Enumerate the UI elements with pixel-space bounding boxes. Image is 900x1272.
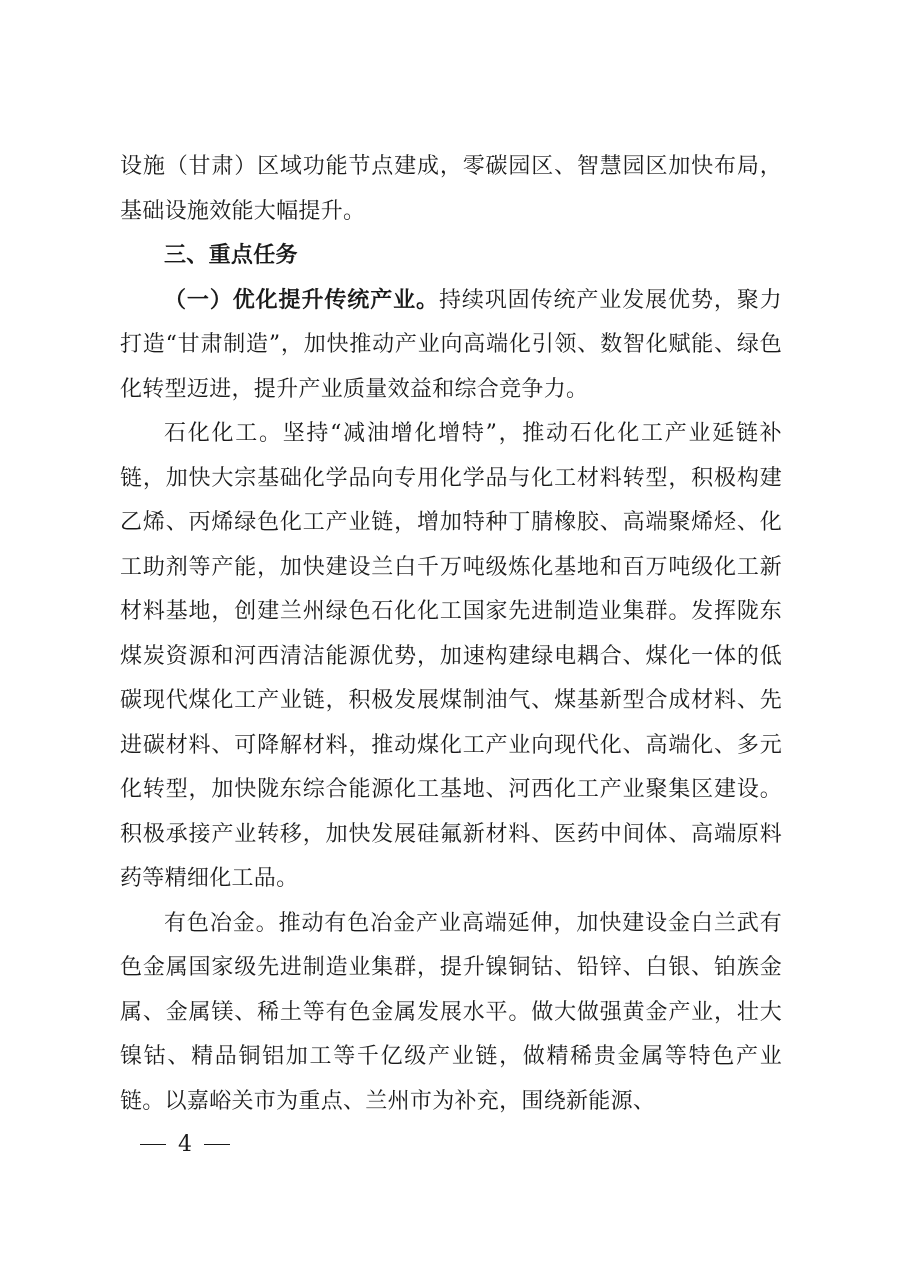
paragraph-nonferrous-metallurgy: 有色冶金。推动有色冶金产业高端延伸，加快建设金白兰武有色金属国家级先进制造业集群，提升镍铜钴、铅锌、白银、铂族金属、金属镁、稀土等有色金属发展水平。做大做强黄金产业，壮大镍钴、精品铜铝加工等千亿级产业链，做精稀贵金属等特色产业链。以嘉峪关市为重点、兰州市为补充，围绕新能源、 <box>120 910 782 1114</box>
footer-dash-left <box>140 1144 166 1145</box>
paragraph-lead-title: （一）优化提升传统产业。 <box>164 287 439 313</box>
paragraph-text: 持续巩固传统产业发展优势，聚力打造“甘肃制造”，加快推动产业向高端化引领、数智化赋能、绿色化转型迈进，提升产业质量效益和综合竞争力。 <box>120 287 782 402</box>
document-body <box>120 145 782 1124</box>
section-heading: 三、重点任务 <box>164 243 298 268</box>
footer-dash-right <box>204 1144 230 1145</box>
paragraph-continuation: 设施（甘肃）区域功能节点建成，零碳园区、智慧园区加快布局，基础设施效能大幅提升。 <box>120 154 782 224</box>
paragraph-optimize-traditional-industry <box>120 279 782 413</box>
paragraph-petrochemical: 石化化工。坚持“减油增化增特”，推动石化化工产业延链补链，加快大宗基础化学品向专用化学品与化工材料转型，积极构建乙烯、丙烯绿色化工产业链，增加特种丁腈橡胶、高端聚烯烃、化工助剂等产能，加快建设兰白千万吨级炼化基地和百万吨级化工新材料基地，创建兰州绿色石化化工国家先进制造业集群。发挥陇东煤炭资源和河西清洁能源优势，加速构建绿电耦合、煤化一体的低碳现代煤化工产业链，积极发展煤制油气、煤基新型合成材料、先进碳材料、可降解材料，推动煤化工产业向现代化、高端化、多元化转型，加快陇东综合能源化工基地、河西化工产业聚集区建设。积极承接产业转移，加快发展硅氟新材料、医药中间体、高端原料药等精细化工品。 <box>120 421 782 891</box>
page-footer <box>140 1132 230 1157</box>
page-number: 4 <box>178 1132 192 1157</box>
